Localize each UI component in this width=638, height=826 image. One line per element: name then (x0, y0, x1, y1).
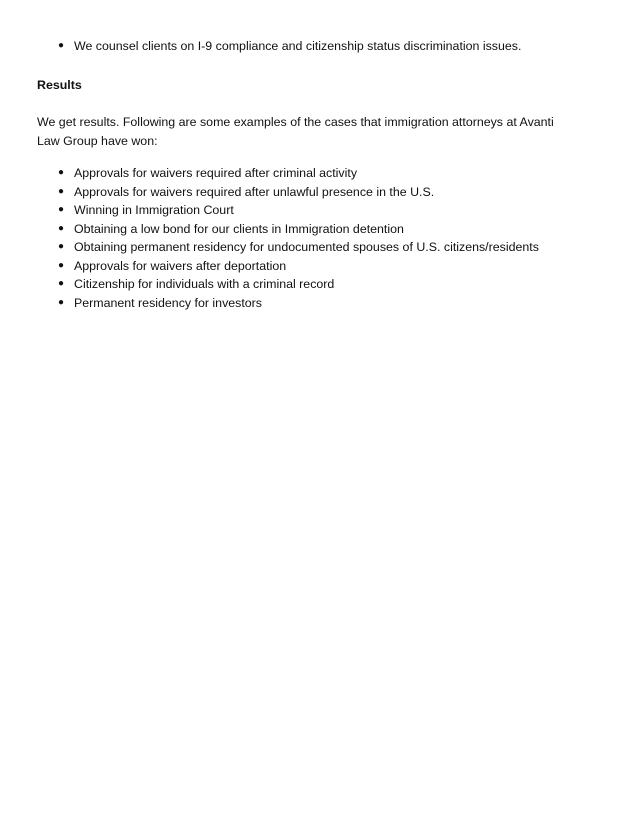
list-item-text: Permanent residency for investors (74, 295, 263, 310)
bullet-icon: ● (57, 40, 65, 51)
list-item-text: Obtaining permanent residency for undocumented spouses of U.S. citizens/residents (74, 240, 539, 254)
list-item (0, 201, 638, 220)
list-item (0, 238, 638, 257)
bullet-icon: ● (57, 259, 65, 271)
list-item-text: We counsel clients on I-9 compliance and citizenship status discrimination issues. (74, 39, 522, 53)
list-item-text: Approvals for waivers required after criminal activity (74, 166, 358, 180)
bullet-icon: ● (57, 185, 65, 197)
list-item-text: Approvals for waivers after deportation (74, 258, 287, 273)
list-item (0, 37, 638, 56)
bullet-icon: ● (57, 278, 65, 289)
bullet-icon: ● (57, 204, 65, 215)
list-item-text: Citizenship for individuals with a criminal record (74, 277, 335, 291)
list-item (0, 257, 638, 276)
results-heading: Results (37, 78, 82, 92)
list-item-text: Obtaining a low bond for our clients in Immigration detention (74, 221, 404, 236)
list-item-text: Approvals for waivers required after unlawful presence in the U.S. (74, 184, 435, 199)
bullet-icon: ● (57, 167, 65, 178)
intro-line: Law Group have won: (37, 133, 158, 148)
list-item (0, 164, 638, 183)
bullet-icon: ● (57, 296, 65, 308)
list-item (0, 294, 638, 313)
list-item (0, 275, 638, 294)
intro-line: We get results. Following are some examples of the cases that immigration attorneys at Avanti (37, 115, 554, 129)
list-item (0, 183, 638, 202)
bullet-icon: ● (57, 222, 65, 234)
bullet-icon: ● (57, 241, 65, 252)
counsel-list (0, 37, 638, 56)
results-list (0, 164, 638, 312)
list-item (0, 220, 638, 239)
intro-paragraph (37, 113, 607, 150)
list-item-text: Winning in Immigration Court (74, 203, 234, 217)
